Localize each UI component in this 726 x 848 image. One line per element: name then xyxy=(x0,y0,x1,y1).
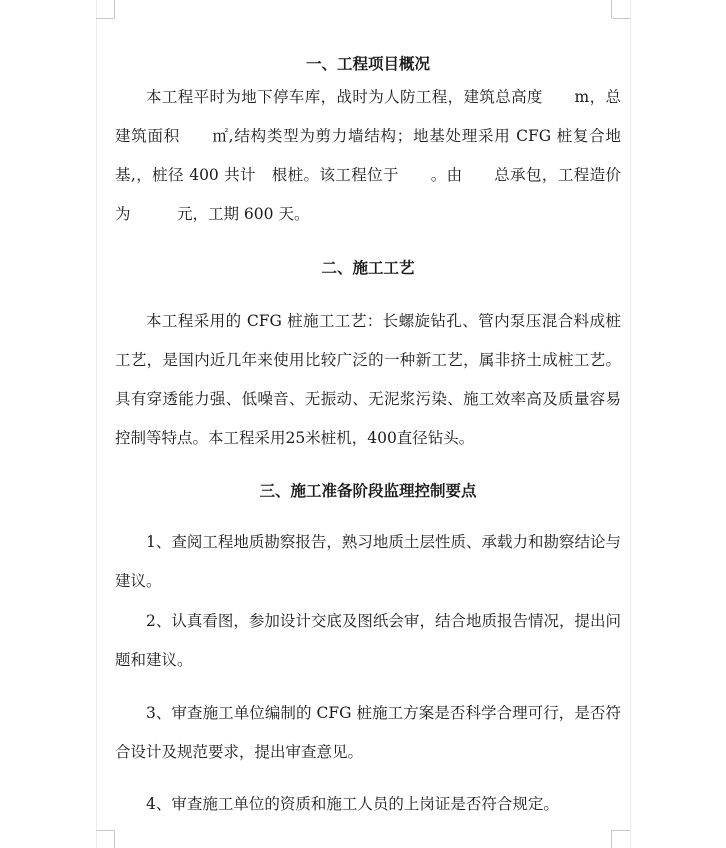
section-heading-process: 二、施工工艺 xyxy=(321,258,415,277)
list-item-3: 3、审查施工单位编制的 CFG 桩施工方案是否科学合理可行，是否符合设计及规范要求，提出审查意见。 xyxy=(115,704,621,761)
crop-mark-top-left xyxy=(96,18,114,19)
crop-mark-top-right xyxy=(611,0,612,18)
crop-mark-bottom-left xyxy=(96,830,114,831)
page-edge-left xyxy=(96,0,97,848)
list-item-2: 2、认真看图，参加设计交底及图纸会审，结合地质报告情况，提出问题和建议。 xyxy=(115,612,621,669)
page-edge-right xyxy=(630,0,631,848)
crop-mark-top-right xyxy=(612,18,630,19)
section-heading-overview: 一、工程项目概况 xyxy=(305,54,430,73)
crop-mark-bottom-left xyxy=(114,830,115,848)
crop-mark-bottom-right xyxy=(612,830,630,831)
paragraph-process: 本工程采用的 CFG 桩施工工艺：长螺旋钻孔、管内泵压混合料成桩工艺，是国内近几年来使用比较广泛的一种新工艺，属非挤土成桩工艺。具有穿透能力强、低噪音、无振动、无泥浆污染、施工效率高及质量容易控制等特点。本工程采用25米桩机，400直径钻头。 xyxy=(115,312,621,447)
list-item-1: 1、查阅工程地质勘察报告，熟习地质土层性质、承载力和勘察结论与建议。 xyxy=(115,533,621,590)
section-heading-supervision: 三、施工准备阶段监理控制要点 xyxy=(259,481,477,500)
paragraph-overview: 本工程平时为地下停车库，战时为人防工程，建筑总高度 m，总建筑面积 ㎡,结构类型为剪力墙结构；地基处理采用 CFG 桩复合地基,，桩径 400 共计 根桩。该工程位于 。由 总承包，工程造价为 元，工期 600 天。 xyxy=(115,88,621,223)
crop-mark-bottom-right xyxy=(611,830,612,848)
crop-mark-top-left xyxy=(114,0,115,18)
list-item-4: 4、审查施工单位的资质和施工人员的上岗证是否符合规定。 xyxy=(146,795,559,813)
